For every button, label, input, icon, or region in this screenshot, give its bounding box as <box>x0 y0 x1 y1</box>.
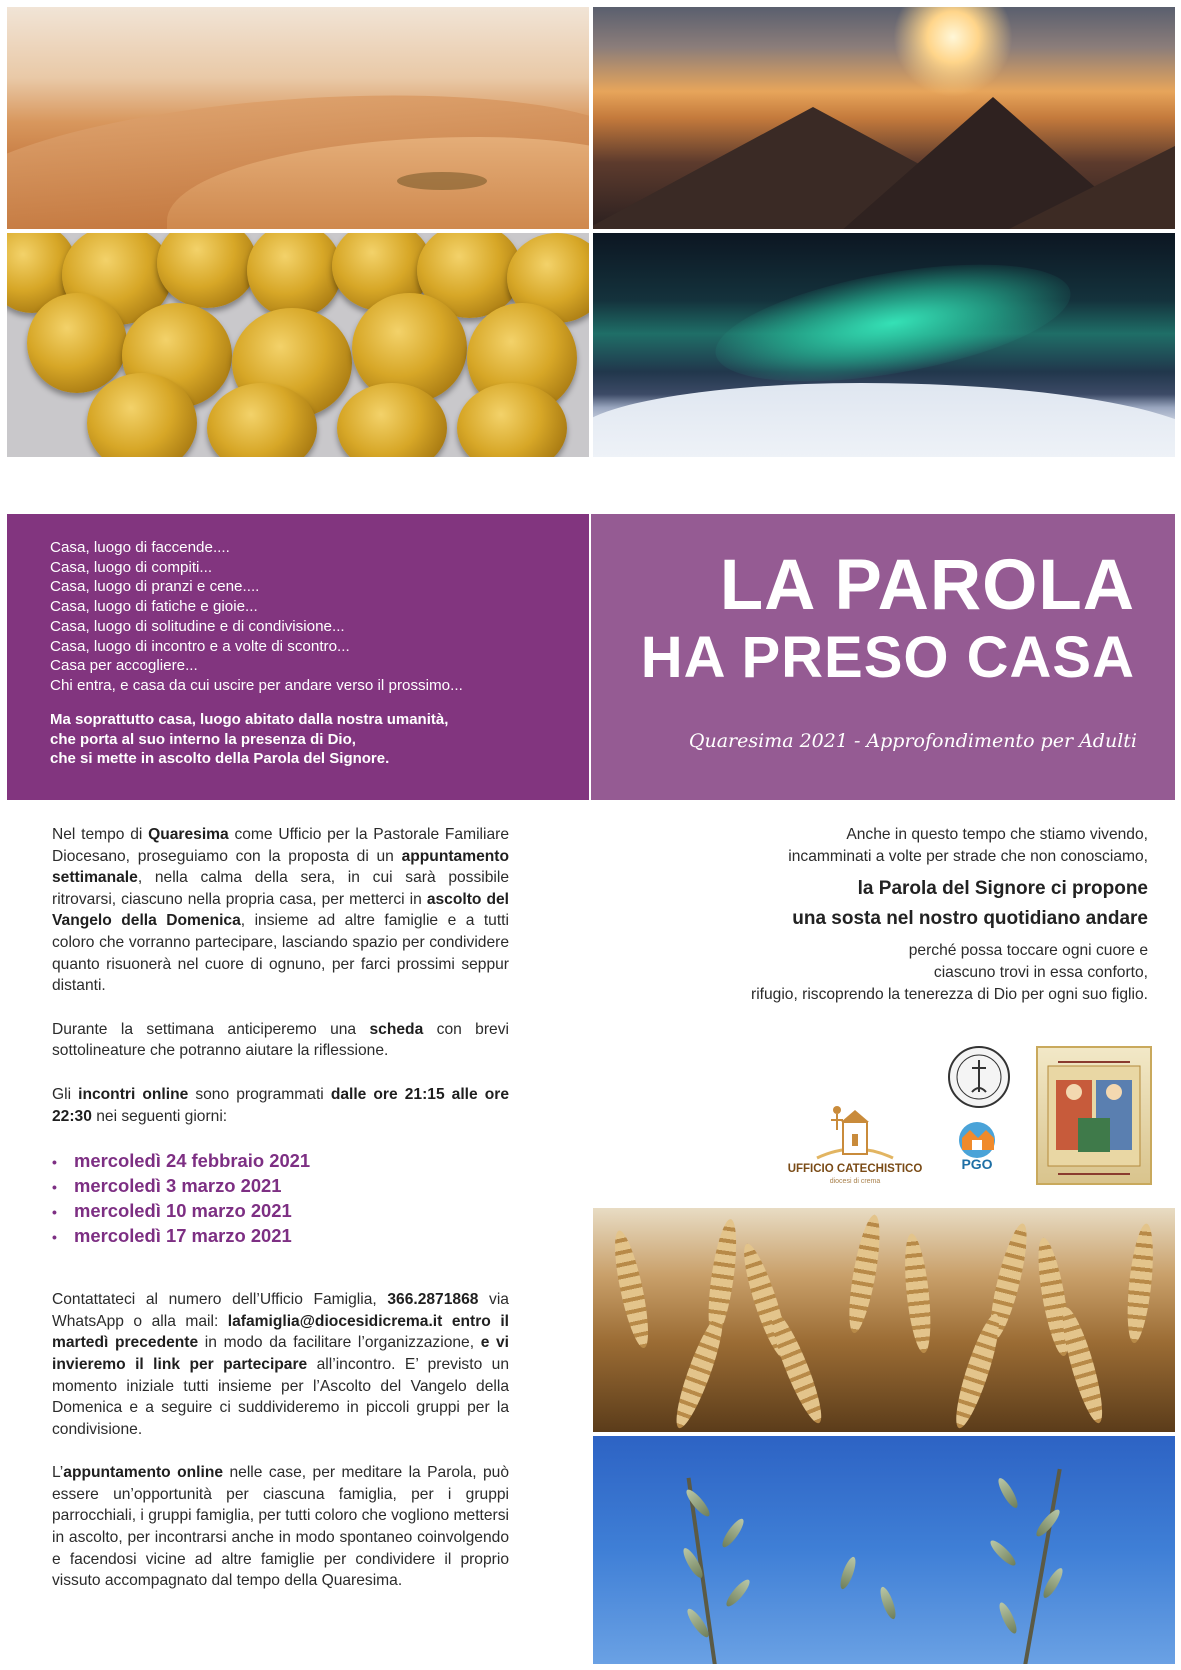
ufficio-catechistico-logo <box>787 1100 923 1185</box>
right-line: perché possa toccare ogni cuore e <box>908 942 1148 959</box>
desert-photo <box>7 7 589 229</box>
bullet-icon: • <box>52 1179 57 1196</box>
family-icon <box>1038 1048 1150 1183</box>
bold-text: lafamiglia@diocesidicrema.it <box>227 1312 443 1330</box>
intro-line: Casa per accogliere... <box>50 657 198 675</box>
date-label: mercoledì 17 marzo 2021 <box>74 1225 292 1247</box>
paragraph-contact: Contattateci al numero dell’Ufficio Famiglia, 366.2871868 via WhatsApp o alla mail: lafamiglia@diocesidicrema.it entro il martedì precedente in modo da facilitare l’organizzazione, e vi invieremo il link per partecipare all’incontro. E’ previsto un momento iniziale tutti insieme per l’Ascolto del Vangelo della Domenica e a seguire ci suddivideremo in piccoli gruppi per la condivisione. <box>52 1291 509 1438</box>
diocese-seal-logo <box>948 1046 1010 1108</box>
intro-line: Casa, luogo di solitudine e di condivisione... <box>50 617 345 635</box>
ufficio-famiglia-logo <box>1036 1046 1152 1185</box>
bold-text: incontri online <box>78 1085 189 1103</box>
intro-line: Casa, luogo di faccende.... <box>50 539 230 556</box>
intro-bold-line: Ma soprattutto casa, luogo abitato dalla nostra umanità, <box>50 711 449 728</box>
intro-line: Casa, luogo di fatiche e gioie... <box>50 598 258 616</box>
right-line: Anche in questo tempo che stiamo vivendo, <box>846 826 1148 843</box>
bold-text: ascolto del Vangelo della Domenica <box>52 890 509 930</box>
seal-icon <box>950 1048 1008 1106</box>
wheat-photo <box>593 1208 1175 1432</box>
date-label: mercoledì 10 marzo 2021 <box>74 1200 292 1222</box>
intro-bold-line: che porta al suo interno la presenza di Dio, <box>50 730 356 748</box>
bold-text: e vi invieremo il link per partecipare <box>52 1334 509 1373</box>
bold-text: entro il martedì precedente <box>52 1312 509 1352</box>
mountains-sunset-photo <box>593 7 1175 229</box>
intro-line: Casa, luogo di incontro e a volte di scontro... <box>50 637 350 655</box>
left-column <box>52 824 509 1614</box>
catechistico-label: UFFICIO CATECHISTICO <box>787 1163 923 1175</box>
bullet-icon: • <box>52 1204 57 1221</box>
dates-list <box>52 1149 509 1249</box>
date-label: mercoledì 24 febbraio 2021 <box>74 1150 311 1172</box>
paragraph-intro: Nel tempo di Quaresima come Ufficio per la Pastorale Familiare Diocesano, proseguiamo con la proposta di un appuntamento settimanale, nella calma della sera, in cui sarà possibile ritrovarsi, ciascuno nella propria casa, per metterci in ascolto del Vangelo della Domenica, insieme ad altre famiglie e a tutti coloro che vorranno partecipare, lasciando spazio per condividere quanto risuonerà nel cuore di ognuno, per farci prossimi seppur distanti. <box>52 826 509 995</box>
right-strong-line: la Parola del Signore ci propone <box>857 878 1148 899</box>
intro-lines <box>50 538 463 696</box>
paragraph-schedule: Gli incontri online sono programmati dalle ore 21:15 alle ore 22:30 nei seguenti giorni: <box>52 1085 510 1125</box>
right-strong-line: una sosta nel nostro quotidiano andare <box>792 908 1148 929</box>
page-subtitle: Quaresima 2021 - Approfondimento per Adulti <box>688 730 1137 752</box>
pgo-label: PGO <box>961 1156 993 1172</box>
pgo-house-icon <box>948 1118 1006 1158</box>
paragraph-online: L’appuntamento online nelle case, per meditare la Parola, può essere un’opportunità per ciascuna famiglia, per i gruppi parrocchiali, i gruppi famiglia, per tutti coloro che vogliono mettersi in ascolto, per incontrarsi anche in modo spontaneo coinvolgendo e facendosi vicine ad altre famiglie per condividere il proprio vissuto accompagnato dal tempo della Quaresima. <box>52 1464 509 1590</box>
bold-text: Quaresima <box>148 826 229 843</box>
intro-bold-lines <box>50 710 448 769</box>
title-panel <box>591 514 1175 800</box>
bold-text: appuntamento settimanale <box>52 847 509 887</box>
intro-line: Chi entra, e casa da cui uscire per andare verso il prossimo... <box>50 676 463 694</box>
right-line: rifugio, riscoprendo la tenerezza di Dio per ogni suo figlio. <box>751 986 1148 1003</box>
gold-coins-photo <box>7 233 589 457</box>
paragraph-scheda: Durante la settimana anticiperemo una scheda con brevi sottolineature che potranno aiutare la riflessione. <box>52 1020 509 1060</box>
pgo-logo <box>948 1118 1006 1176</box>
bullet-icon: • <box>52 1229 57 1246</box>
intro-panel <box>7 514 589 800</box>
intro-line: Casa, luogo di pranzi e cene.... <box>50 578 260 596</box>
page-title-line-2: HA PRESO CASA <box>640 625 1135 690</box>
intro-bold-line: che si mette in ascolto della Parola del Signore. <box>50 750 390 768</box>
date-item <box>52 1174 509 1199</box>
page-title-line-1: LA PAROLA <box>719 546 1135 625</box>
right-column <box>628 824 1148 1006</box>
olive-branches-photo <box>593 1436 1175 1664</box>
date-item <box>52 1224 509 1249</box>
date-item <box>52 1149 509 1174</box>
bold-text: appuntamento online <box>63 1464 224 1482</box>
bold-text: 366.2871868 <box>387 1291 479 1309</box>
right-line: ciascuno trovi in essa conforto, <box>933 964 1148 981</box>
date-item <box>52 1199 509 1224</box>
date-label: mercoledì 3 marzo 2021 <box>74 1175 282 1197</box>
catechistico-sublabel: diocesi di crema <box>829 1178 881 1185</box>
right-line: incamminati a volte per strade che non conosciamo, <box>788 848 1148 865</box>
church-icon <box>787 1100 923 1162</box>
intro-line: Casa, luogo di compiti... <box>50 558 213 576</box>
bold-text: dalle ore 21:15 alle ore 22:30 <box>52 1085 510 1125</box>
bold-text: scheda <box>369 1020 424 1038</box>
aurora-photo <box>593 233 1175 457</box>
bullet-icon: • <box>52 1154 57 1171</box>
